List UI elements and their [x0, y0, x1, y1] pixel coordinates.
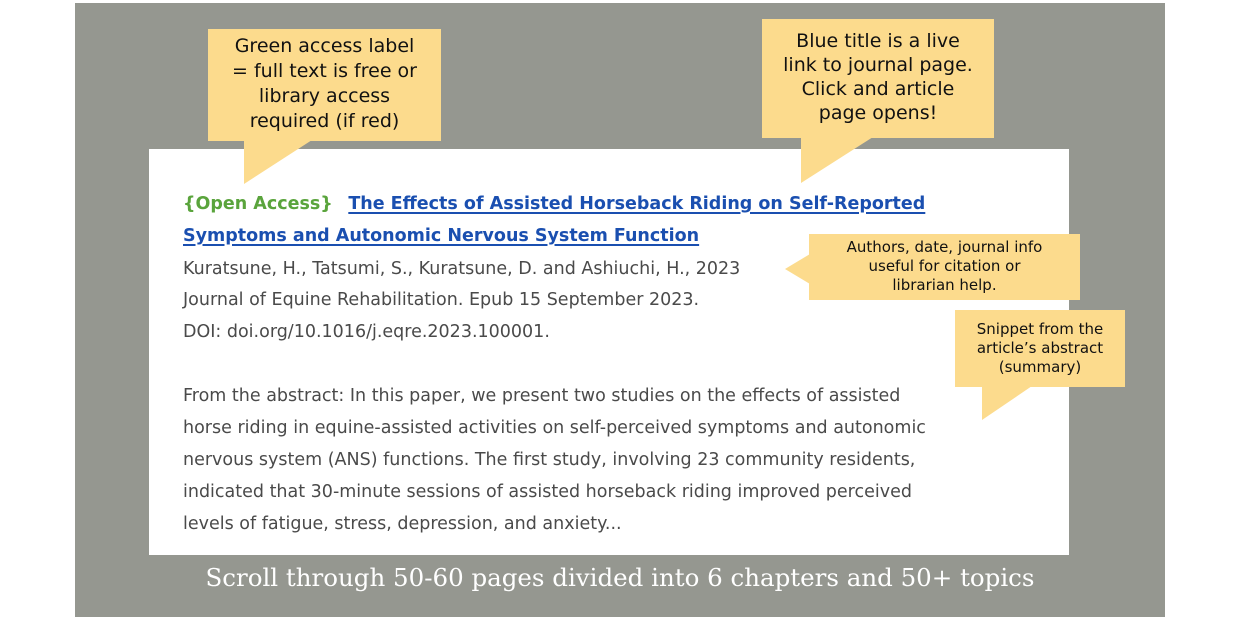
abstract-line: levels of fatigue, stress, depression, and anxiety... — [183, 514, 622, 534]
open-access-label: {Open Access} — [183, 194, 333, 214]
callout-title-link — [762, 19, 994, 138]
callout-access-tail — [244, 140, 312, 184]
callout-line: Blue title is a live — [796, 30, 960, 52]
footer-caption: Scroll through 50-60 pages divided into 6 chapters and 50+ topics — [205, 563, 1035, 592]
callout-line: Click and article — [801, 78, 955, 100]
article-title-link-line-2[interactable]: Symptoms and Autonomic Nervous System Function — [183, 226, 700, 246]
callout-line: library access — [258, 85, 391, 107]
callout-authors-info — [809, 234, 1080, 300]
callout-line: Green access label — [234, 35, 415, 57]
result-title-row-2 — [183, 228, 699, 246]
callout-line: = full text is free or — [232, 60, 417, 82]
callout-line: link to journal page. — [783, 54, 973, 76]
result-doi: DOI: doi.org/10.1016/j.eqre.2023.100001. — [183, 322, 550, 342]
callout-authors-tail — [785, 254, 810, 284]
result-title-row — [183, 196, 925, 214]
callout-line: Authors, date, journal info — [846, 238, 1043, 256]
result-authors: Kuratsune, H., Tatsumi, S., Kuratsune, D. and Ashiuchi, H., 2023 — [183, 259, 741, 279]
result-journal: Journal of Equine Rehabilitation. Epub 15 September 2023. — [183, 290, 700, 310]
callout-line: librarian help. — [892, 276, 997, 294]
callout-line: required (if red) — [249, 110, 400, 132]
callout-line: (summary) — [998, 358, 1082, 376]
callout-abstract-snippet — [955, 310, 1125, 387]
callout-line: useful for citation or — [868, 257, 1021, 275]
abstract-line: From the abstract: In this paper, we present two studies on the effects of assisted — [183, 386, 901, 406]
callout-line: article’s abstract — [976, 339, 1104, 357]
callout-line: Snippet from the — [976, 320, 1104, 338]
callout-line: page opens! — [818, 102, 938, 124]
callout-access-label — [208, 29, 441, 141]
abstract-line: indicated that 30-minute sessions of assisted horseback riding improved perceived — [183, 482, 912, 502]
abstract-line: horse riding in equine-assisted activities on self-perceived symptoms and autonomic — [183, 418, 926, 438]
article-title-link-line-1[interactable]: The Effects of Assisted Horseback Riding on Self-Reported — [348, 194, 926, 214]
callout-snippet-tail — [982, 386, 1032, 420]
abstract-line: nervous system (ANS) functions. The first study, involving 23 community residents, — [183, 450, 916, 470]
callout-title-tail — [801, 137, 873, 183]
